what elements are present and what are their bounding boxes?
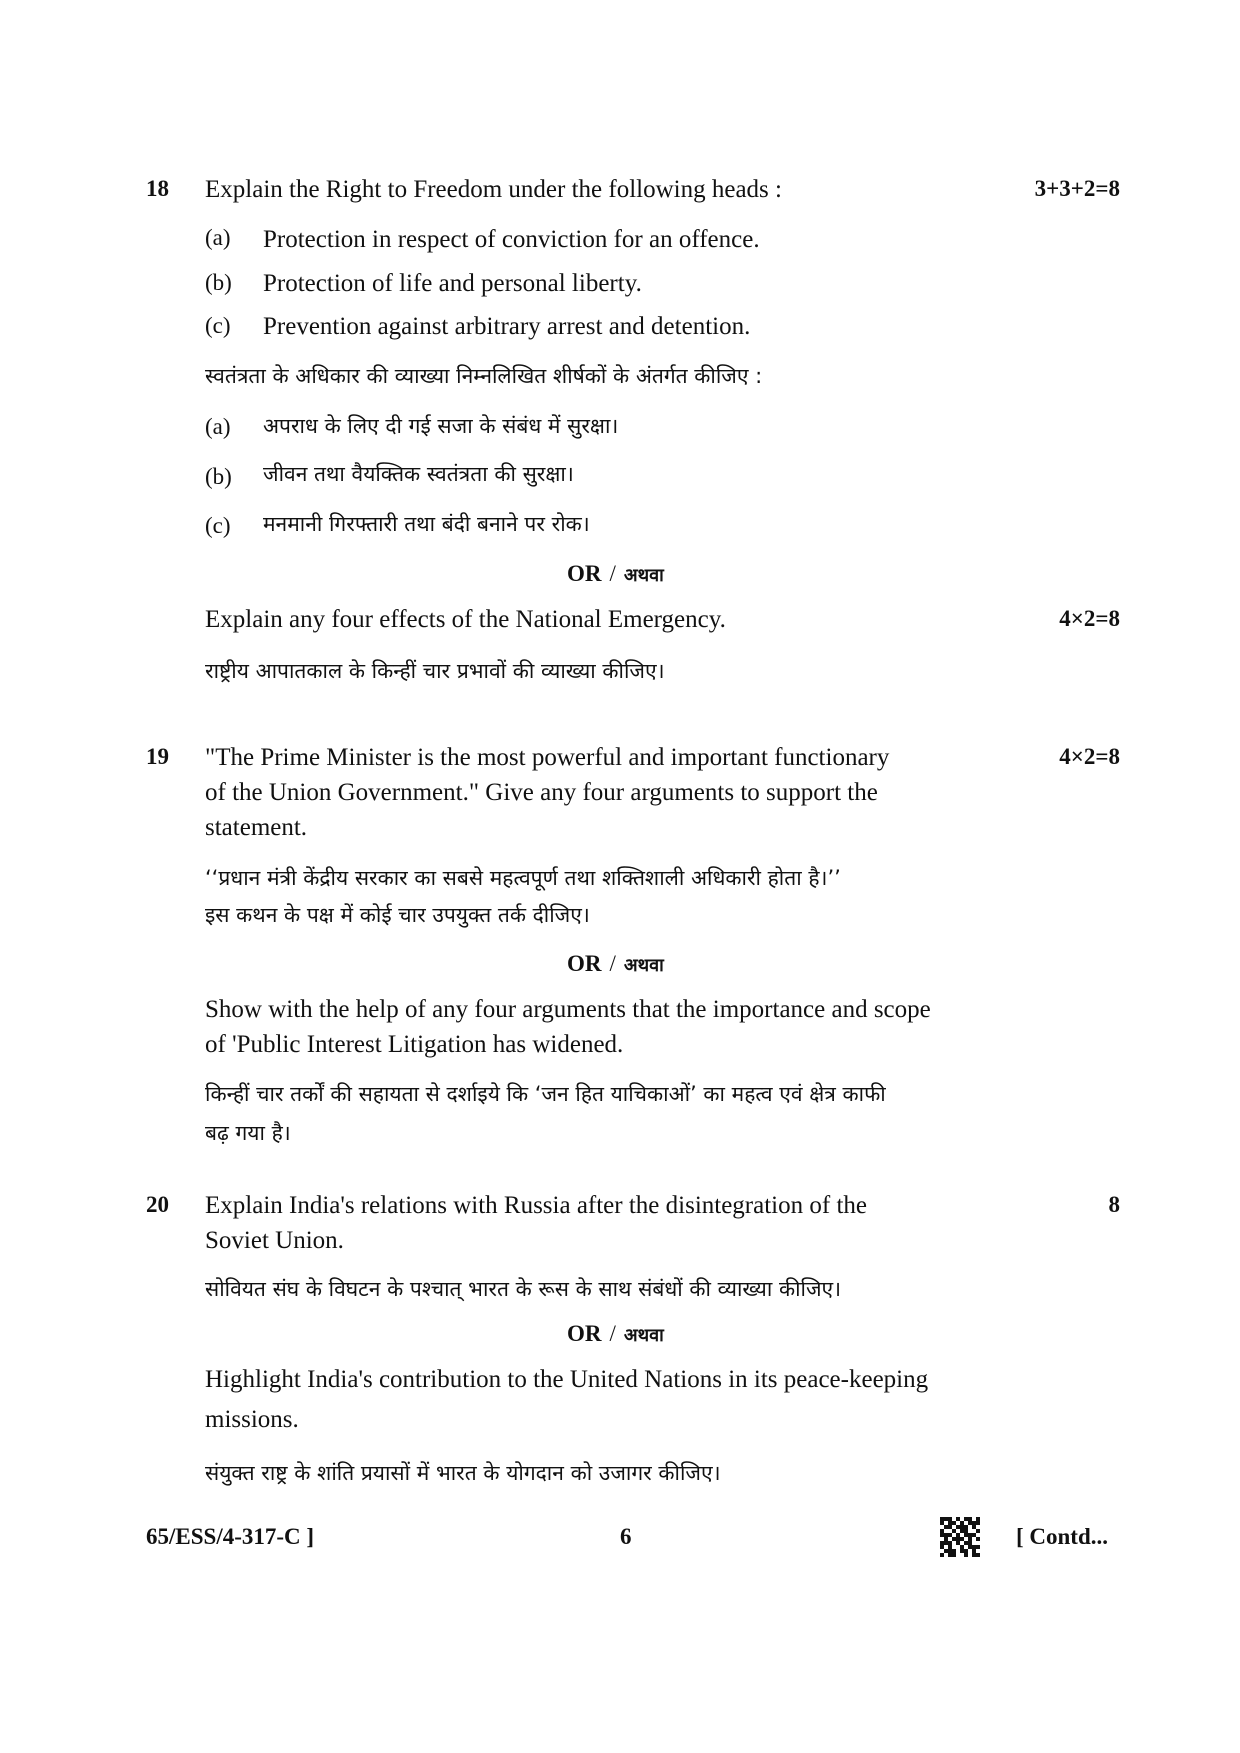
part-text-hindi: मनमानी गिरफ्तारी तथा बंदी बनाने पर रोक।	[263, 512, 590, 536]
part-label: (c)	[205, 513, 231, 538]
or-divider	[567, 561, 664, 587]
question-20-alternative-line: Highlight India's contribution to the United Nations in its peace-keeping	[205, 1366, 929, 1393]
question-number-18: 18	[146, 176, 169, 201]
question-number-20: 20	[146, 1192, 169, 1217]
question-18-alternative-hindi: राष्ट्रीय आपातकाल के किन्हीं चार प्रभावों की व्याख्या कीजिए।	[205, 659, 665, 683]
continued-label: [ Contd...	[1016, 1524, 1109, 1549]
part-text: Prevention against arbitrary arrest and detention.	[263, 313, 751, 340]
page-number: 6	[620, 1524, 632, 1549]
part-label: (c)	[205, 313, 231, 338]
question-20-alternative-line: missions.	[205, 1406, 299, 1433]
question-18-alt-marks: 4×2=8	[1059, 606, 1120, 631]
part-text: Protection of life and personal liberty.	[263, 270, 642, 297]
question-18-text: Explain the Right to Freedom under the following heads :	[205, 176, 782, 203]
question-19-alternative-hindi-line: किन्हीं चार तर्कों की सहायता से दर्शाइये कि ‘जन हित याचिकाओं’ का महत्व एवं क्षेत्र काफी	[205, 1082, 886, 1106]
question-19-hindi-line: इस कथन के पक्ष में कोई चार उपयुक्त तर्क दीजिए।	[205, 903, 590, 927]
question-18-alternative: Explain any four effects of the National Emergency.	[205, 606, 726, 633]
part-label: (a)	[205, 225, 231, 250]
qr-code-icon	[940, 1517, 980, 1557]
or-divider	[567, 1321, 664, 1347]
or-label: OR	[567, 561, 602, 586]
paper-code: 65/ESS/4-317-C ]	[146, 1524, 315, 1549]
question-19-alternative-line: of 'Public Interest Litigation has widened.	[205, 1031, 624, 1058]
question-19-marks: 4×2=8	[1059, 744, 1120, 769]
or-label: OR	[567, 1321, 602, 1346]
question-20-hindi: सोवियत संघ के विघटन के पश्चात् भारत के रूस के साथ संबंधों की व्याख्या कीजिए।	[205, 1277, 842, 1301]
or-divider	[567, 951, 664, 977]
or-label-hindi: अथवा	[623, 955, 664, 976]
part-text-hindi: अपराध के लिए दी गई सजा के संबंध में सुरक्षा।	[263, 414, 619, 438]
question-19-hindi-line: ‘‘प्रधान मंत्री केंद्रीय सरकार का सबसे महत्वपूर्ण तथा शक्तिशाली अधिकारी होता है।’’	[205, 866, 841, 890]
part-text: Protection in respect of conviction for an offence.	[263, 226, 760, 253]
part-text-hindi: जीवन तथा वैयक्तिक स्वतंत्रता की सुरक्षा।	[263, 462, 574, 486]
or-label-hindi: अथवा	[623, 565, 664, 586]
or-separator: /	[609, 1321, 616, 1346]
or-separator: /	[609, 951, 616, 976]
question-20-alternative-hindi: संयुक्त राष्ट्र के शांति प्रयासों में भारत के योगदान को उजागर कीजिए।	[205, 1461, 721, 1485]
question-20-text-line: Explain India's relations with Russia after the disintegration of the	[205, 1192, 867, 1219]
question-18-marks: 3+3+2=8	[1034, 176, 1120, 201]
question-19-text-line: statement.	[205, 814, 308, 841]
question-18-hindi: स्वतंत्रता के अधिकार की व्याख्या निम्नलिखित शीर्षकों के अंतर्गत कीजिए :	[205, 364, 763, 388]
question-number-19: 19	[146, 744, 169, 769]
question-19-alternative-line: Show with the help of any four arguments that the importance and scope	[205, 996, 931, 1023]
question-20-marks: 8	[1108, 1192, 1120, 1217]
question-19-text-line: "The Prime Minister is the most powerful and important functionary	[205, 744, 890, 771]
part-label: (a)	[205, 414, 231, 439]
or-separator: /	[609, 561, 616, 586]
part-label: (b)	[205, 464, 232, 489]
question-19-text-line: of the Union Government." Give any four arguments to support the	[205, 779, 878, 806]
or-label: OR	[567, 951, 602, 976]
question-20-text-line: Soviet Union.	[205, 1227, 344, 1254]
question-19-alternative-hindi-line: बढ़ गया है।	[205, 1121, 291, 1145]
or-label-hindi: अथवा	[623, 1325, 664, 1346]
part-label: (b)	[205, 270, 232, 295]
